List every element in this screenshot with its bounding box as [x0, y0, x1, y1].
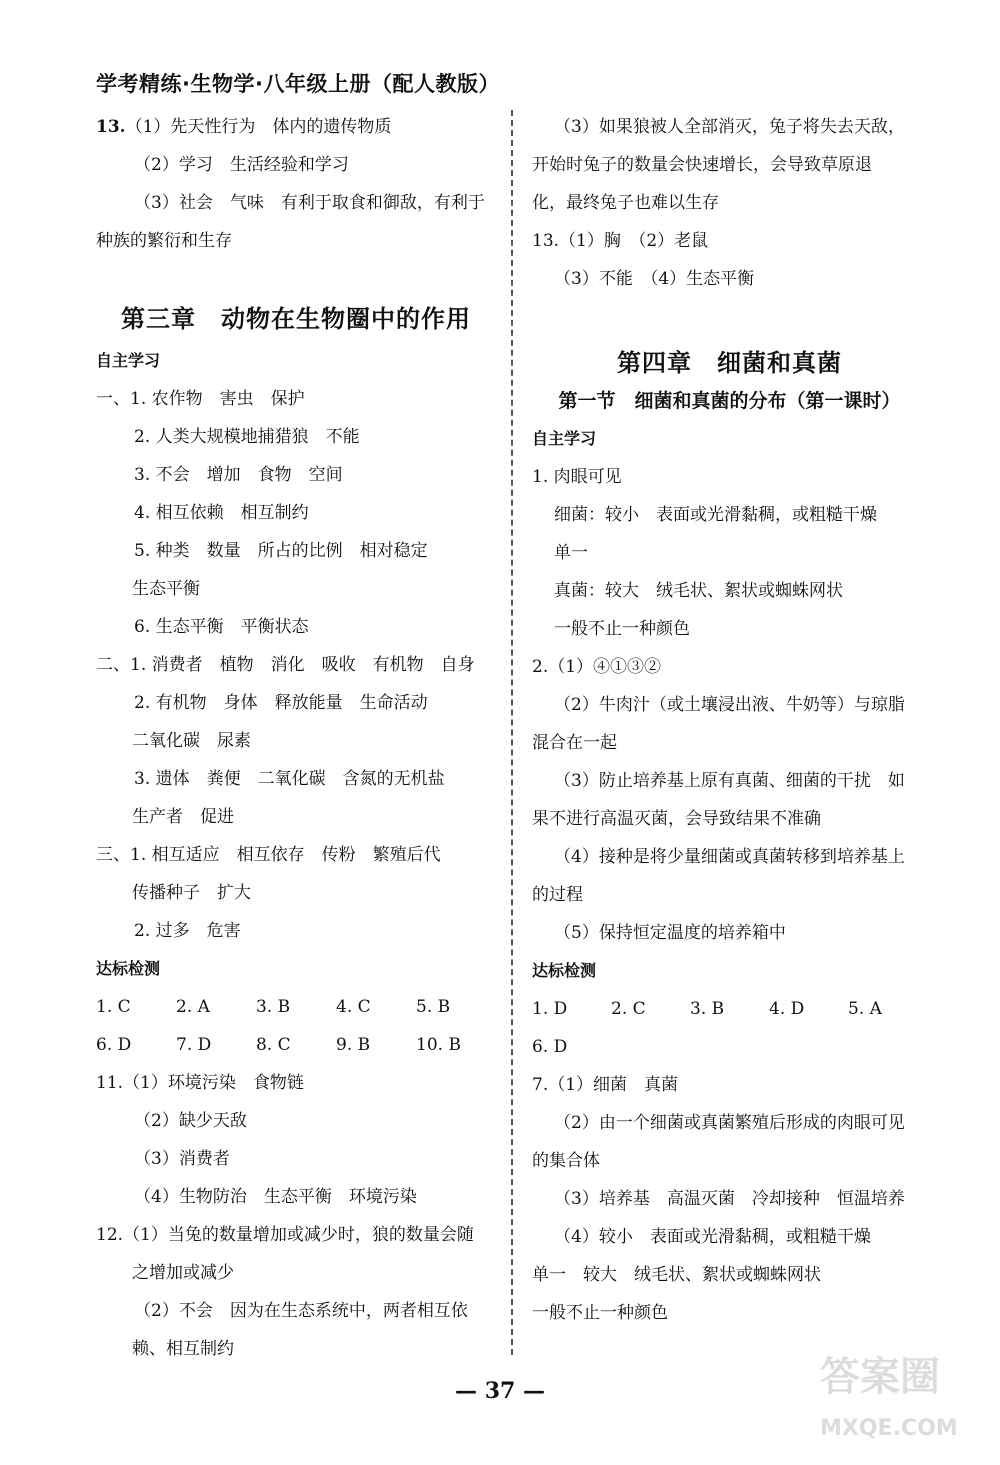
part1-line: 4. 相互依赖 相互制约 — [134, 503, 309, 523]
q12-cont-line: 开始时兔子的数量会快速增长，会导致草原退 — [532, 155, 872, 175]
self-study-heading: 自主学习 — [532, 429, 597, 448]
q11-line: 11.（1）环境污染 食物链 — [96, 1073, 304, 1093]
r-q7-line: 单一 较大 绒毛状、絮状或蜘蛛网状 — [532, 1265, 821, 1285]
mc-answer: 7. D — [176, 1035, 212, 1055]
q13-line: （3）不能 （4）生态平衡 — [554, 269, 755, 289]
r-q1-line: 一般不止一种颜色 — [554, 619, 690, 639]
part3-line: 传播种子 扩大 — [132, 883, 251, 903]
part2-line: 3. 遗体 粪便 二氧化碳 含氮的无机盐 — [134, 769, 445, 789]
mc-answer: 5. B — [416, 997, 451, 1017]
r-q2-line: 2.（1）④①③② — [532, 657, 662, 677]
left-q13-line4: 种族的繁衍和生存 — [96, 231, 232, 251]
r-q2-line: 混合在一起 — [532, 733, 617, 753]
part1-line: 6. 生态平衡 平衡状态 — [134, 617, 309, 637]
q12-cont-line: 化，最终兔子也难以生存 — [532, 193, 719, 213]
part3-line: 2. 过多 危害 — [134, 921, 241, 941]
mc-answer: 2. C — [611, 999, 646, 1019]
r-q7-line: 7.（1）细菌 真菌 — [532, 1075, 679, 1095]
self-study-heading: 自主学习 — [96, 351, 161, 370]
mc-answer: 8. C — [256, 1035, 291, 1055]
r-q1-line: 细菌：较小 表面或光滑黏稠，或粗糙干燥 — [554, 505, 877, 525]
r-q2-line: （5）保持恒定温度的培养箱中 — [554, 923, 786, 943]
mc-answer: 1. D — [532, 999, 568, 1019]
q12-line: 之增加或减少 — [132, 1263, 234, 1283]
q11-line: （2）缺少天敌 — [134, 1111, 247, 1131]
right-column — [532, 108, 927, 1332]
r-q7-line: （2）由一个细菌或真菌繁殖后形成的肉眼可见 — [554, 1113, 905, 1133]
mc-answers-row: 6. D — [532, 1037, 568, 1057]
r-q2-line: 果不进行高温灭菌，会导致结果不准确 — [532, 809, 821, 829]
r-q2-line: 的过程 — [532, 885, 583, 905]
r-q7-line: 一般不止一种颜色 — [532, 1303, 668, 1323]
watermark-logo — [810, 1335, 980, 1455]
watermark-text: 答案圈 — [820, 1354, 940, 1400]
part1-line: 一、1. 农作物 害虫 保护 — [96, 389, 305, 409]
r-q7-line: （3）培养基 高温灭菌 冷却接种 恒温培养 — [554, 1189, 905, 1209]
q13-line: 13.（1）胸 （2）老鼠 — [532, 231, 709, 251]
r-q1-line: 单一 — [554, 543, 588, 563]
part2-line: 生产者 促进 — [132, 807, 234, 827]
part1-line: 生态平衡 — [132, 579, 200, 599]
running-header: 学考精练·生物学·八年级上册（配人教版） — [96, 72, 500, 96]
q12-line: （2）不会 因为在生态系统中，两者相互依 — [134, 1301, 468, 1321]
watermark-url: MXQE.COM — [820, 1416, 958, 1441]
part1-line: 2. 人类大规模地捕猎狼 不能 — [134, 427, 360, 447]
r-q7-line: （4）较小 表面或光滑黏稠，或粗糙干燥 — [554, 1227, 871, 1247]
r-q7-line: 的集合体 — [532, 1151, 600, 1171]
q12-line: 赖、相互制约 — [132, 1339, 234, 1359]
part1-line: 5. 种类 数量 所占的比例 相对稳定 — [134, 541, 428, 561]
mc-answers-row — [96, 1026, 496, 1064]
mc-answer: 4. D — [769, 999, 805, 1019]
mc-answer: 10. B — [416, 1035, 461, 1055]
mc-answers-row — [96, 988, 496, 1026]
chapter-3-title: 第三章 动物在生物圈中的作用 — [121, 304, 471, 333]
left-q13-line3: （3）社会 气味 有利于取食和御敌，有利于 — [134, 193, 485, 213]
column-divider — [511, 110, 513, 1355]
q12-line: 12.（1）当兔的数量增加或减少时，狼的数量会随 — [96, 1225, 474, 1245]
assessment-heading: 达标检测 — [96, 959, 161, 978]
section-1-title: 第一节 细菌和真菌的分布（第一课时） — [558, 390, 901, 412]
q11-line: （4）生物防治 生态平衡 环境污染 — [134, 1187, 417, 1207]
mc-answer: 4. C — [336, 997, 371, 1017]
r-q2-line: （4）接种是将少量细菌或真菌转移到培养基上 — [554, 847, 905, 867]
mc-answer: 5. A — [848, 999, 882, 1019]
mc-answer: 3. B — [256, 997, 291, 1017]
chapter-4-title: 第四章 细菌和真菌 — [617, 348, 842, 377]
assessment-heading: 达标检测 — [532, 961, 597, 980]
q12-cont-line: （3）如果狼被人全部消灭，兔子将失去天敌， — [554, 117, 905, 137]
mc-answer: 2. A — [176, 997, 210, 1017]
left-q13-line1: 13.（1）先天性行为 体内的遗传物质 — [96, 117, 392, 137]
left-column — [96, 108, 496, 1368]
part1-line: 3. 不会 增加 食物 空间 — [134, 465, 343, 485]
r-q1-line: 真菌：较大 绒毛状、絮状或蜘蛛网状 — [554, 581, 843, 601]
part3-line: 三、1. 相互适应 相互依存 传粉 繁殖后代 — [96, 845, 441, 865]
mc-answer: 9. B — [336, 1035, 371, 1055]
r-q2-line: （2）牛肉汁（或土壤浸出液、牛奶等）与琼脂 — [554, 695, 905, 715]
page-number: — 37 — — [455, 1378, 545, 1404]
mc-answers-row — [532, 990, 927, 1028]
part2-line: 二、1. 消费者 植物 消化 吸收 有机物 自身 — [96, 655, 475, 675]
part2-line: 二氧化碳 尿素 — [132, 731, 251, 751]
mc-answer: 3. B — [690, 999, 725, 1019]
r-q2-line: （3）防止培养基上原有真菌、细菌的干扰 如 — [554, 771, 905, 791]
q11-line: （3）消费者 — [134, 1149, 230, 1169]
part2-line: 2. 有机物 身体 释放能量 生命活动 — [134, 693, 428, 713]
mc-answer: 6. D — [96, 1035, 132, 1055]
mc-answer: 1. C — [96, 997, 131, 1017]
r-q1-line: 1. 肉眼可见 — [532, 467, 622, 487]
left-q13-line2: （2）学习 生活经验和学习 — [134, 155, 349, 175]
